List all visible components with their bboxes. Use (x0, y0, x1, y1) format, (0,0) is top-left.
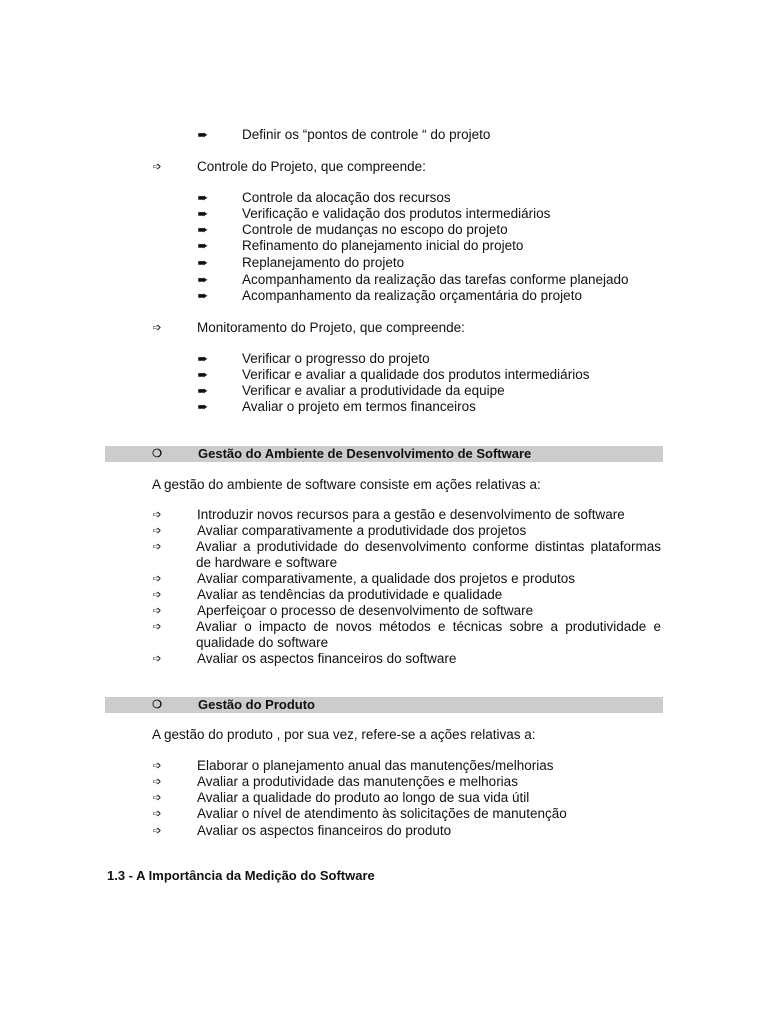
arrow-solid-icon: ➨ (197, 351, 209, 366)
section-heading-bar (105, 697, 663, 713)
section-title: 1.3 - A Importância da Medição do Software (107, 868, 375, 883)
monitoramento-intro: Monitoramento do Projeto, que compreende: (197, 320, 465, 335)
arrow-outline-icon: ➩ (152, 776, 162, 788)
arrow-outline-icon: ➩ (152, 825, 162, 837)
arrow-outline-icon: ➩ (152, 605, 162, 617)
arrow-outline-icon: ➩ (152, 525, 162, 537)
list-item: Verificar e avaliar a qualidade dos produtos intermediários (242, 367, 590, 382)
arrow-outline-icon: ➩ (152, 621, 162, 633)
arrow-outline-icon: ➩ (152, 589, 162, 601)
list-item-continuation: de hardware e software (196, 555, 338, 570)
arrow-outline-icon: ➩ (152, 653, 162, 665)
list-item: Verificar e avaliar a produtividade da equipe (242, 383, 505, 398)
arrow-outline-icon: ➩ (152, 509, 162, 521)
arrow-solid-icon: ➨ (197, 288, 209, 303)
arrow-solid-icon: ➨ (197, 399, 209, 414)
controle-intro: Controle do Projeto, que compreende: (197, 159, 426, 174)
list-item: Definir os “pontos de controle “ do projeto (242, 127, 491, 142)
arrow-solid-icon: ➨ (197, 127, 209, 142)
list-item: Replanejamento do projeto (242, 255, 405, 270)
arrow-solid-icon: ➨ (197, 206, 209, 221)
list-item: Acompanhamento da realização orçamentária do projeto (242, 288, 582, 303)
paragraph: A gestão do produto , por sua vez, refere-se a ações relativas a: (152, 727, 536, 742)
arrow-outline-icon: ➩ (152, 573, 162, 585)
list-item: Avaliar o impacto de novos métodos e técnicas sobre a produtividade e (196, 619, 661, 634)
arrow-outline-icon: ➩ (152, 760, 162, 772)
list-item: Avaliar comparativamente, a qualidade dos projetos e produtos (197, 571, 575, 586)
arrow-solid-icon: ➨ (197, 272, 209, 287)
list-item: Avaliar comparativamente a produtividade dos projetos (197, 523, 527, 538)
arrow-solid-icon: ➨ (197, 255, 209, 270)
section-heading-bar (105, 446, 663, 462)
section-heading: Gestão do Produto (198, 697, 315, 712)
list-item: Introduzir novos recursos para a gestão e desenvolvimento de software (197, 507, 625, 522)
list-item: Avaliar o projeto em termos financeiros (242, 399, 476, 414)
section-heading: Gestão do Ambiente de Desenvolvimento de Software (198, 446, 532, 461)
list-item: Controle da alocação dos recursos (242, 190, 451, 205)
arrow-outline-icon: ➩ (152, 808, 162, 820)
list-item: Refinamento do planejamento inicial do projeto (242, 238, 524, 253)
arrow-outline-icon: ➩ (152, 322, 162, 334)
list-item: Avaliar as tendências da produtividade e qualidade (197, 587, 503, 602)
list-item: Acompanhamento da realização das tarefas conforme planejado (242, 272, 629, 287)
list-item: Avaliar a produtividade das manutenções e melhorias (197, 774, 518, 789)
list-item: Avaliar a qualidade do produto ao longo de sua vida útil (197, 790, 530, 805)
paragraph: A gestão do ambiente de software consiste em ações relativas a: (152, 477, 541, 492)
list-item: Avaliar a produtividade do desenvolvimento conforme distintas plataformas (196, 539, 661, 554)
list-item: Controle de mudanças no escopo do projeto (242, 222, 508, 237)
list-item: Avaliar o nível de atendimento às solicitações de manutenção (197, 806, 567, 821)
arrow-solid-icon: ➨ (197, 367, 209, 382)
list-item: Verificação e validação dos produtos intermediários (242, 206, 551, 221)
arrow-outline-icon: ➩ (152, 161, 162, 173)
list-item: Aperfeiçoar o processo de desenvolvimento de software (197, 603, 534, 618)
section-bullet-icon: ❍ (152, 699, 162, 711)
arrow-outline-icon: ➩ (152, 541, 162, 553)
arrow-solid-icon: ➨ (197, 383, 209, 398)
list-item: Avaliar os aspectos financeiros do software (197, 651, 457, 666)
section-bullet-icon: ❍ (152, 448, 162, 460)
arrow-solid-icon: ➨ (197, 238, 209, 253)
list-item: Avaliar os aspectos financeiros do produto (197, 823, 452, 838)
list-item: Verificar o progresso do projeto (242, 351, 430, 366)
arrow-solid-icon: ➨ (197, 222, 209, 237)
list-item: Elaborar o planejamento anual das manutenções/melhorias (197, 758, 554, 773)
arrow-outline-icon: ➩ (152, 792, 162, 804)
list-item-continuation: qualidade do software (196, 635, 329, 650)
arrow-solid-icon: ➨ (197, 190, 209, 205)
